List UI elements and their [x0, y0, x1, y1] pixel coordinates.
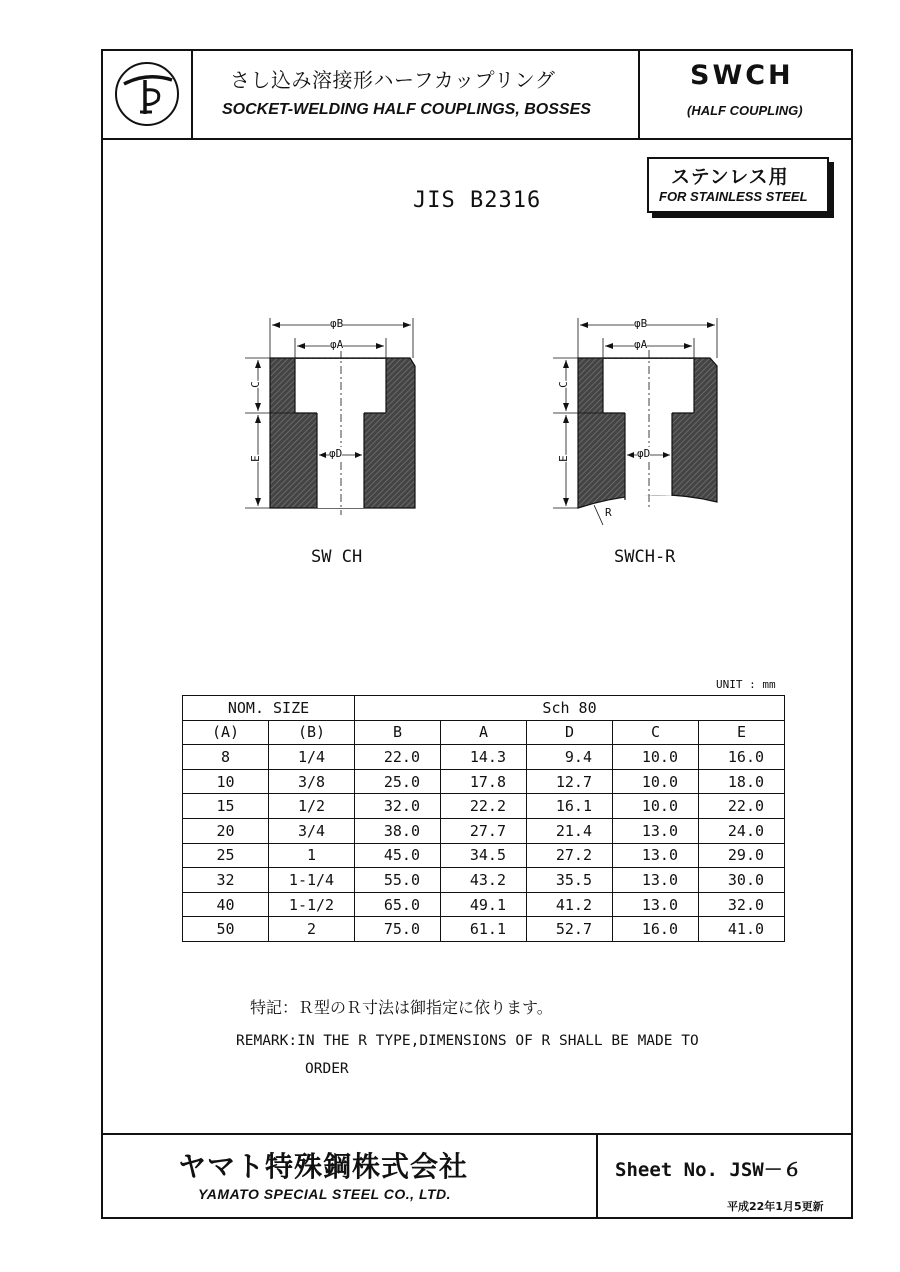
- table-row: [183, 769, 785, 794]
- cell-d: 41.2: [527, 892, 613, 917]
- dim-phi-a-label-r: φA: [634, 338, 648, 351]
- cell-b: 22.0: [355, 745, 441, 770]
- title-japanese: さし込み溶接形ハーフカップリング: [230, 68, 556, 92]
- subheader-c: C: [613, 720, 699, 745]
- dimension-table: [182, 695, 785, 942]
- drawing-swch: [240, 310, 430, 520]
- cell-size-b: 1-1/4: [269, 868, 355, 893]
- subheader-e: E: [699, 720, 785, 745]
- cell-a: 22.2: [441, 794, 527, 819]
- dim-e-label-r: E: [556, 455, 570, 462]
- cell-size-b: 3/4: [269, 818, 355, 843]
- cell-a: 14.3: [441, 745, 527, 770]
- cell-size-b: 1/2: [269, 794, 355, 819]
- cell-e: 18.0: [699, 769, 785, 794]
- cell-e: 41.0: [699, 917, 785, 942]
- cell-size-b: 2: [269, 917, 355, 942]
- dim-e-label: E: [248, 455, 262, 462]
- table-subheader-row: [183, 720, 785, 745]
- header-nom-size: NOM. SIZE: [183, 696, 355, 721]
- cell-e: 22.0: [699, 794, 785, 819]
- revision-date: 平成22年1月5更新: [727, 1200, 824, 1213]
- subheader-a: A: [441, 720, 527, 745]
- cell-size-b: 1/4: [269, 745, 355, 770]
- cell-d: 16.1: [527, 794, 613, 819]
- cell-c: 10.0: [613, 745, 699, 770]
- company-name-english: YAMATO SPECIAL STEEL CO., LTD.: [198, 1186, 452, 1202]
- cell-c: 13.0: [613, 868, 699, 893]
- table-row: [183, 892, 785, 917]
- cell-a: 27.7: [441, 818, 527, 843]
- dim-r-label: R: [605, 506, 612, 519]
- cell-d: 12.7: [527, 769, 613, 794]
- cell-a: 43.2: [441, 868, 527, 893]
- drawing-swch-r-label: SWCH-R: [614, 547, 676, 567]
- cell-c: 10.0: [613, 794, 699, 819]
- unit-label: UNIT : mm: [716, 678, 776, 691]
- cell-a: 17.8: [441, 769, 527, 794]
- table-row: [183, 868, 785, 893]
- subheader-d: D: [527, 720, 613, 745]
- cell-size-a: 10: [183, 769, 269, 794]
- cell-b: 55.0: [355, 868, 441, 893]
- cell-b: 45.0: [355, 843, 441, 868]
- cell-d: 9.4: [527, 745, 613, 770]
- dim-phi-a-label: φA: [330, 338, 344, 351]
- header-divider: [101, 138, 853, 140]
- code-divider: [638, 49, 640, 140]
- badge-japanese: ステンレス用: [671, 166, 789, 188]
- cell-c: 13.0: [613, 843, 699, 868]
- cell-size-a: 50: [183, 917, 269, 942]
- cell-c: 13.0: [613, 818, 699, 843]
- remark-japanese: 特記：Ｒ型のＲ寸法は御指定に依ります。: [250, 998, 553, 1017]
- cell-size-a: 32: [183, 868, 269, 893]
- product-code-subtitle: (HALF COUPLING): [687, 103, 803, 118]
- dim-phi-b-label-r: φB: [634, 317, 648, 330]
- cell-e: 32.0: [699, 892, 785, 917]
- dim-phi-d-label-r: φD: [637, 447, 651, 460]
- cell-d: 52.7: [527, 917, 613, 942]
- product-code: SWCH: [690, 60, 794, 91]
- table-header-row: [183, 696, 785, 721]
- badge-english: FOR STAINLESS STEEL: [659, 189, 808, 204]
- cell-e: 16.0: [699, 745, 785, 770]
- cell-e: 30.0: [699, 868, 785, 893]
- table-row: [183, 917, 785, 942]
- logo-divider: [191, 49, 193, 140]
- sheet-divider: [596, 1133, 598, 1219]
- cell-d: 27.2: [527, 843, 613, 868]
- cell-b: 25.0: [355, 769, 441, 794]
- cell-d: 35.5: [527, 868, 613, 893]
- table-row: [183, 745, 785, 770]
- drawing-swch-r: [548, 310, 738, 530]
- cell-c: 16.0: [613, 917, 699, 942]
- cell-e: 24.0: [699, 818, 785, 843]
- dim-c-label: C: [248, 381, 262, 388]
- company-name-japanese: ヤマト特殊鋼株式会社: [178, 1150, 469, 1183]
- cell-d: 21.4: [527, 818, 613, 843]
- subheader-a-size: (A): [183, 720, 269, 745]
- cell-size-b: 1-1/2: [269, 892, 355, 917]
- cell-a: 34.5: [441, 843, 527, 868]
- standard-number: JIS B2316: [413, 188, 542, 213]
- stainless-badge: [647, 157, 829, 213]
- remark-english-line1: REMARK:IN THE R TYPE,DIMENSIONS OF R SHALL BE MADE TO: [236, 1033, 699, 1049]
- dim-phi-b-label: φB: [330, 317, 344, 330]
- cell-size-a: 25: [183, 843, 269, 868]
- sheet-number: Sheet No. JSW－６: [615, 1159, 802, 1181]
- title-english: SOCKET-WELDING HALF COUPLINGS, BOSSES: [222, 101, 591, 118]
- subheader-b-size: (B): [269, 720, 355, 745]
- cell-c: 13.0: [613, 892, 699, 917]
- header-sch-80: Sch 80: [355, 696, 785, 721]
- cell-b: 65.0: [355, 892, 441, 917]
- company-logo: [112, 56, 182, 132]
- cell-a: 49.1: [441, 892, 527, 917]
- cell-b: 32.0: [355, 794, 441, 819]
- drawing-swch-label: SW CH: [311, 547, 363, 567]
- footer-divider: [101, 1133, 853, 1135]
- cell-e: 29.0: [699, 843, 785, 868]
- cell-size-a: 15: [183, 794, 269, 819]
- table-row: [183, 818, 785, 843]
- cell-size-a: 20: [183, 818, 269, 843]
- remark-english-line2: ORDER: [305, 1061, 349, 1077]
- cell-size-a: 8: [183, 745, 269, 770]
- subheader-b: B: [355, 720, 441, 745]
- table-row: [183, 843, 785, 868]
- cell-size-b: 1: [269, 843, 355, 868]
- cell-b: 75.0: [355, 917, 441, 942]
- cell-size-b: 3/8: [269, 769, 355, 794]
- cell-c: 10.0: [613, 769, 699, 794]
- cell-a: 61.1: [441, 917, 527, 942]
- cell-size-a: 40: [183, 892, 269, 917]
- table-row: [183, 794, 785, 819]
- dim-c-label-r: C: [556, 381, 570, 388]
- cell-b: 38.0: [355, 818, 441, 843]
- dim-phi-d-label: φD: [329, 447, 343, 460]
